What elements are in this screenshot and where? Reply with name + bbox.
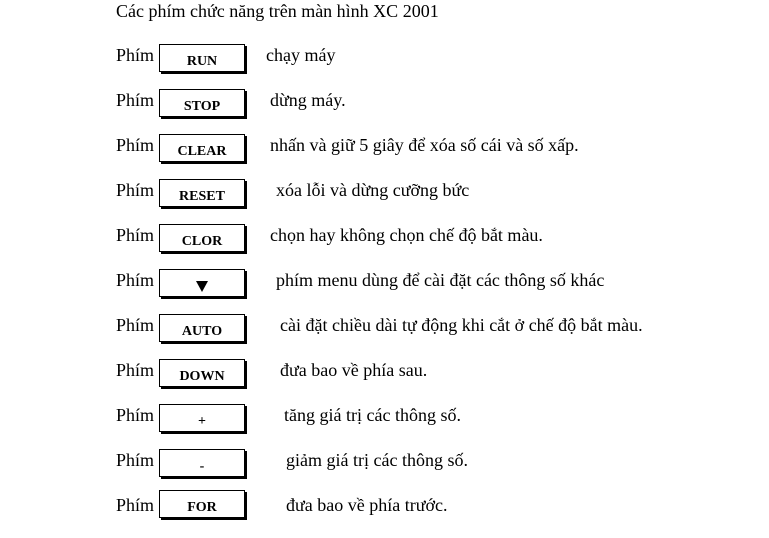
auto-key-button: [159, 314, 245, 342]
key-description: giảm giá trị các thông số.: [286, 450, 468, 470]
key-prefix: Phím: [116, 45, 155, 65]
key-label: STOP: [183, 99, 221, 114]
key-prefix: Phím: [116, 450, 155, 470]
clor-key-button: [159, 224, 245, 252]
key-prefix: Phím: [116, 225, 155, 245]
key-prefix: Phím: [116, 495, 155, 515]
list-item-plus: [0, 404, 769, 438]
key-description: chọn hay không chọn chế độ bắt màu.: [270, 225, 543, 245]
menu-key-button: [159, 269, 245, 297]
down-key-button: [159, 359, 245, 387]
key-prefix: Phím: [116, 180, 155, 200]
key-label: FOR: [187, 500, 217, 515]
key-label: AUTO: [181, 324, 223, 339]
list-item-reset: [0, 179, 769, 213]
list-item-down: [0, 359, 769, 393]
key-description: đưa bao về phía sau.: [280, 360, 428, 380]
list-item-menu: [0, 269, 769, 303]
page-title: Các phím chức năng trên màn hình XC 2001: [116, 1, 439, 21]
key-prefix: Phím: [116, 405, 155, 425]
run-key-button: [159, 44, 245, 72]
key-description: cài đặt chiều dài tự động khi cắt ở chế độ bắt màu.: [280, 315, 643, 335]
key-label: CLEAR: [177, 144, 227, 159]
list-item-for: [0, 494, 769, 528]
plus-key-button: [159, 404, 245, 432]
key-label: RUN: [186, 54, 218, 69]
list-item-stop: [0, 89, 769, 123]
minus-key-button: [159, 449, 245, 477]
key-prefix: Phím: [116, 135, 155, 155]
for-key-button: [159, 490, 245, 518]
list-item-auto: [0, 314, 769, 348]
key-label: DOWN: [179, 369, 225, 384]
key-prefix: Phím: [116, 270, 155, 290]
key-label: +: [198, 414, 206, 429]
list-item-minus: [0, 449, 769, 483]
reset-key-button: [159, 179, 245, 207]
clear-key-button: [159, 134, 245, 162]
key-description: xóa lỗi và dừng cưỡng bức: [276, 180, 470, 200]
key-description: đưa bao về phía trước.: [286, 495, 448, 515]
key-description: chạy máy: [266, 45, 336, 65]
list-item-run: [0, 44, 769, 78]
key-label: RESET: [179, 189, 225, 204]
key-description: phím menu dùng để cài đặt các thông số khác: [276, 270, 605, 290]
key-prefix: Phím: [116, 90, 155, 110]
list-item-clear: [0, 134, 769, 168]
key-description: tăng giá trị các thông số.: [284, 405, 461, 425]
down-triangle-icon: [196, 281, 208, 292]
key-description: nhấn và giữ 5 giây để xóa số cái và số xấp.: [270, 135, 579, 155]
key-prefix: Phím: [116, 315, 155, 335]
key-label: CLOR: [181, 234, 223, 249]
key-description: dừng máy.: [270, 90, 346, 110]
key-prefix: Phím: [116, 360, 155, 380]
key-label: -: [199, 459, 205, 474]
list-item-clor: [0, 224, 769, 258]
stop-key-button: [159, 89, 245, 117]
